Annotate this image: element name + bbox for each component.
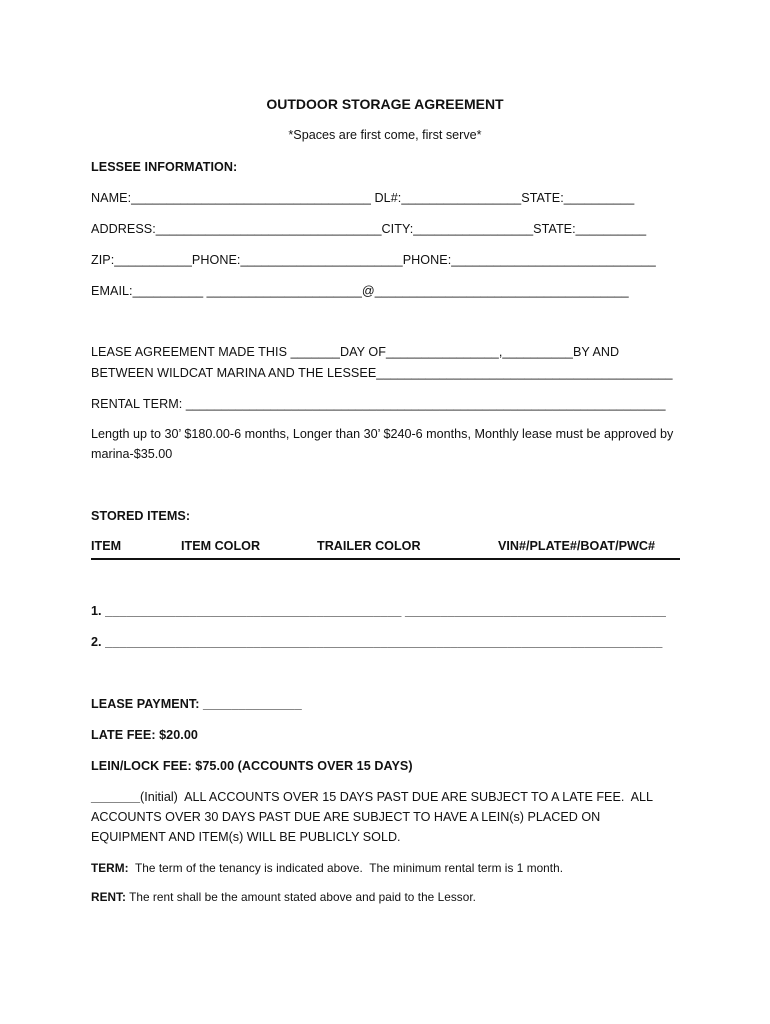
lessee-heading: LESSEE INFORMATION:	[91, 160, 238, 174]
pricing-text: Length up to 30’ $180.00-6 months, Longer than 30’ $240-6 months, Monthly lease must be approved by marina-$35.00	[91, 427, 677, 461]
header-divider	[91, 558, 680, 560]
name-dl-state-row[interactable]: NAME:__________________________________ DL#:_________________STATE:__________	[91, 191, 635, 205]
term-label: TERM:	[91, 861, 129, 875]
rent-clause	[91, 890, 476, 904]
lease-made-line-2[interactable]: BETWEEN WILDCAT MARINA AND THE LESSEE__________________________________________	[91, 366, 673, 380]
column-trailer-color: TRAILER COLOR	[317, 539, 421, 553]
column-item: ITEM	[91, 539, 122, 553]
term-text: The term of the tenancy is indicated above. The minimum rental term is 1 month.	[128, 861, 564, 875]
stored-items-heading: STORED ITEMS:	[91, 509, 191, 523]
term-clause	[91, 861, 563, 875]
rent-label: RENT:	[91, 890, 126, 904]
initial-clause-text: (Initial) ALL ACCOUNTS OVER 15 DAYS PAST DUE ARE SUBJECT TO A LATE FEE. ALL ACCOUNTS OVER 30 DAYS PAST DUE ARE SUBJECT TO HAVE A LEIN(s) PLACED ON EQUIPMENT AND ITEM(s) WILL BE PUBLICLY SOLD.	[91, 790, 656, 844]
document-subtitle: *Spaces are first come, first serve*	[288, 128, 482, 142]
lein-lock-fee: LEIN/LOCK FEE: $75.00 (ACCOUNTS OVER 15 DAYS)	[91, 759, 413, 773]
stored-items-header	[91, 539, 680, 557]
zip-phone-row[interactable]: ZIP:___________PHONE:_______________________PHONE:_____________________________	[91, 253, 656, 267]
lease-payment-row[interactable]: LEASE PAYMENT: ______________	[91, 697, 302, 711]
stored-item-row[interactable]: 2. _______________________________________________________________________________	[91, 635, 663, 649]
document-title: OUTDOOR STORAGE AGREEMENT	[266, 96, 504, 112]
late-fee: LATE FEE: $20.00	[91, 728, 198, 742]
address-city-state-row[interactable]: ADDRESS:________________________________CITY:_________________STATE:__________	[91, 222, 647, 236]
stored-item-row[interactable]: 1. __________________________________________ _____________________________________	[91, 604, 666, 618]
column-vin-plate: VIN#/PLATE#/BOAT/PWC#	[498, 539, 655, 553]
lease-made-line-1[interactable]: LEASE AGREEMENT MADE THIS _______DAY OF________________,__________BY AND	[91, 345, 620, 359]
initial-clause	[91, 787, 676, 847]
email-row[interactable]: EMAIL:__________ ______________________@____________________________________	[91, 284, 629, 298]
rental-term-row[interactable]: RENTAL TERM: ____________________________________________________________________	[91, 397, 666, 411]
initial-blank[interactable]: _______	[91, 790, 141, 804]
rent-text: The rent shall be the amount stated above and paid to the Lessor.	[125, 890, 477, 904]
column-item-color: ITEM COLOR	[181, 539, 261, 553]
